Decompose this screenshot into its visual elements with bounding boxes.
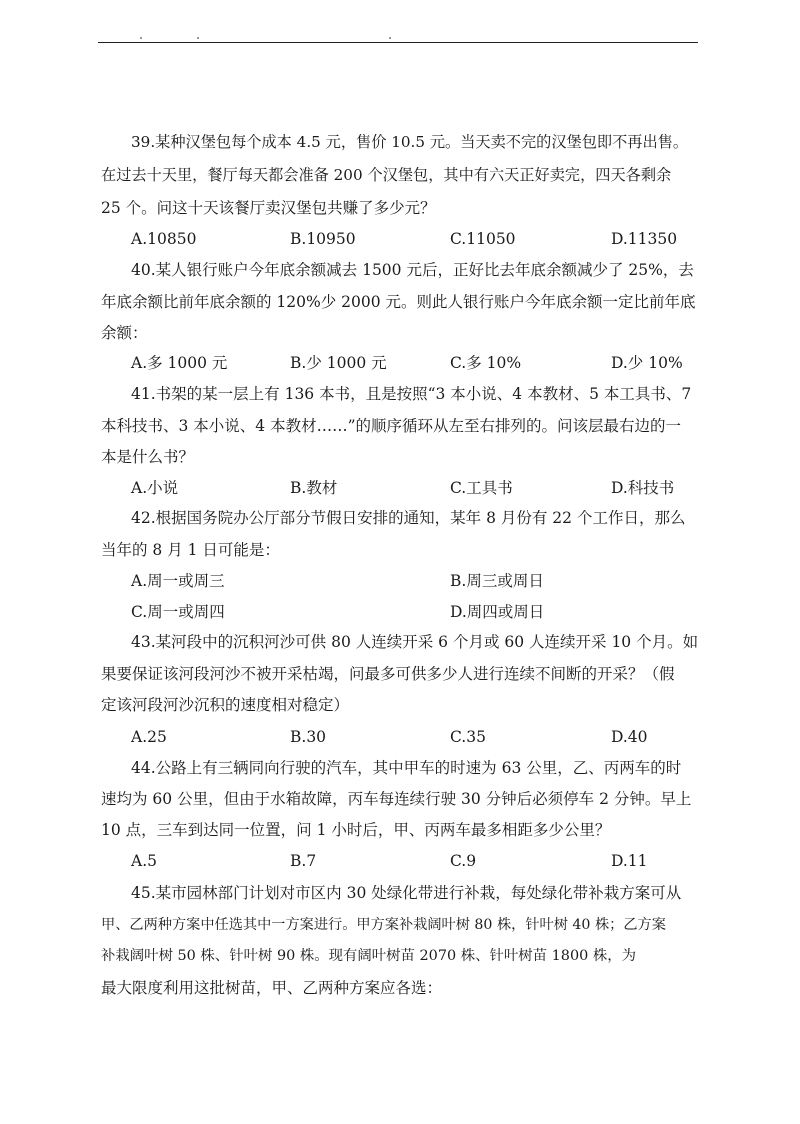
question-42-line-2: 当年的 8 月 1 日可能是： (101, 541, 280, 559)
question-41-option-c: C.工具书 (450, 479, 513, 497)
question-39-line-2: 在过去十天里，餐厅每天都会准备 200 个汉堡包，其中有六天正好卖完，四天各剩余 (101, 166, 672, 184)
question-39-option-a: A.10850 (131, 230, 197, 248)
question-40-option-b: B.少 1000 元 (290, 354, 387, 372)
question-41-option-d: D.科技书 (611, 479, 675, 497)
question-43-line-3: 定该河段河沙沉积的速度相对稳定） (101, 696, 350, 714)
question-45-line-3: 补栽阔叶树 50 株、针叶树 90 株。现有阔叶树苗 2070 株、针叶树苗 1800 株，为 (101, 948, 637, 964)
question-42-option-d: D.周四或周日 (450, 603, 545, 621)
question-41-line-1: 41.书架的某一层上有 136 本书，且是按照“3 本小说、4 本教材、5 本工具书、7 (131, 385, 692, 403)
question-44-option-d: D.11 (611, 852, 648, 870)
question-45-line-1: 45.某市园林部门计划对市区内 30 处绿化带进行补栽，每处绿化带补栽方案可从 (131, 884, 682, 902)
question-45-line-2: 甲、乙两种方案中任选其中一方案进行。甲方案补栽阔叶树 80 株，针叶树 40 株；乙方案 (101, 917, 666, 933)
question-43-option-a: A.25 (131, 728, 167, 746)
question-39-option-b: B.10950 (290, 230, 356, 248)
question-39-line-1: 39.某种汉堡包每个成本 4.5 元，售价 10.5 元。当天卖不完的汉堡包即不再出售。 (131, 133, 689, 151)
question-40-line-2: 年底余额比前年底余额的 120%少 2000 元。则此人银行账户今年底余额一定比前年底 (101, 293, 696, 311)
question-40-option-d: D.少 10% (611, 354, 683, 372)
question-41-line-3: 本是什么书？ (101, 448, 195, 466)
question-43-option-b: B.30 (290, 728, 327, 746)
question-41-option-a: A.小说 (131, 479, 179, 497)
question-43-line-2: 果要保证该河段河沙不被开采枯竭，问最多可供多少人进行连续不间断的开采？（假 (101, 665, 675, 683)
question-42-line-1: 42.根据国务院办公厅部分节假日安排的通知，某年 8 月份有 22 个工作日，那么 (131, 509, 686, 527)
question-42-option-b: B.周三或周日 (450, 572, 544, 590)
question-39-option-d: D.11350 (611, 230, 678, 248)
question-45-line-4: 最大限度利用这批树苗，甲、乙两种方案应各选： (101, 979, 443, 997)
question-44-line-1: 44.公路上有三辆同向行驶的汽车，其中甲车的时速为 63 公里，乙、丙两车的时 (131, 759, 682, 777)
question-44-option-a: A.5 (131, 852, 157, 870)
question-41-option-b: B.教材 (290, 479, 338, 497)
question-40-option-c: C.多 10% (450, 354, 522, 372)
question-42-option-a: A.周一或周三 (131, 572, 225, 590)
question-43-line-1: 43.某河段中的沉积河沙可供 80 人连续开采 6 个月或 60 人连续开采 10 个月。如 (131, 633, 699, 651)
question-40-option-a: A.多 1000 元 (131, 354, 228, 372)
question-43-option-c: C.35 (450, 728, 486, 746)
question-43-option-d: D.40 (611, 728, 648, 746)
question-40-line-3: 余额： (101, 324, 148, 342)
question-44-option-b: B.7 (290, 852, 317, 870)
question-44-option-c: C.9 (450, 852, 477, 870)
question-39-line-3: 25 个。问这十天该餐厅卖汉堡包共赚了多少元？ (101, 199, 436, 217)
question-39-option-c: C.11050 (450, 230, 516, 248)
question-42-option-c: C.周一或周四 (131, 603, 225, 621)
question-41-line-2: 本科技书、3 本小说、4 本教材……”的顺序循环从左至右排列的。问该层最右边的一 (101, 417, 682, 435)
question-44-line-2: 速均为 60 公里，但由于水箱故障，丙车每连续行驶 30 分钟后必须停车 2 分钟。早上 (101, 790, 692, 808)
question-40-line-1: 40.某人银行账户今年底余额减去 1500 元后，正好比去年底余额减少了 25%，去 (131, 261, 694, 279)
question-44-line-3: 10 点，三车到达同一位置，问 1 小时后，甲、丙两车最多相距多少公里？ (101, 821, 611, 839)
